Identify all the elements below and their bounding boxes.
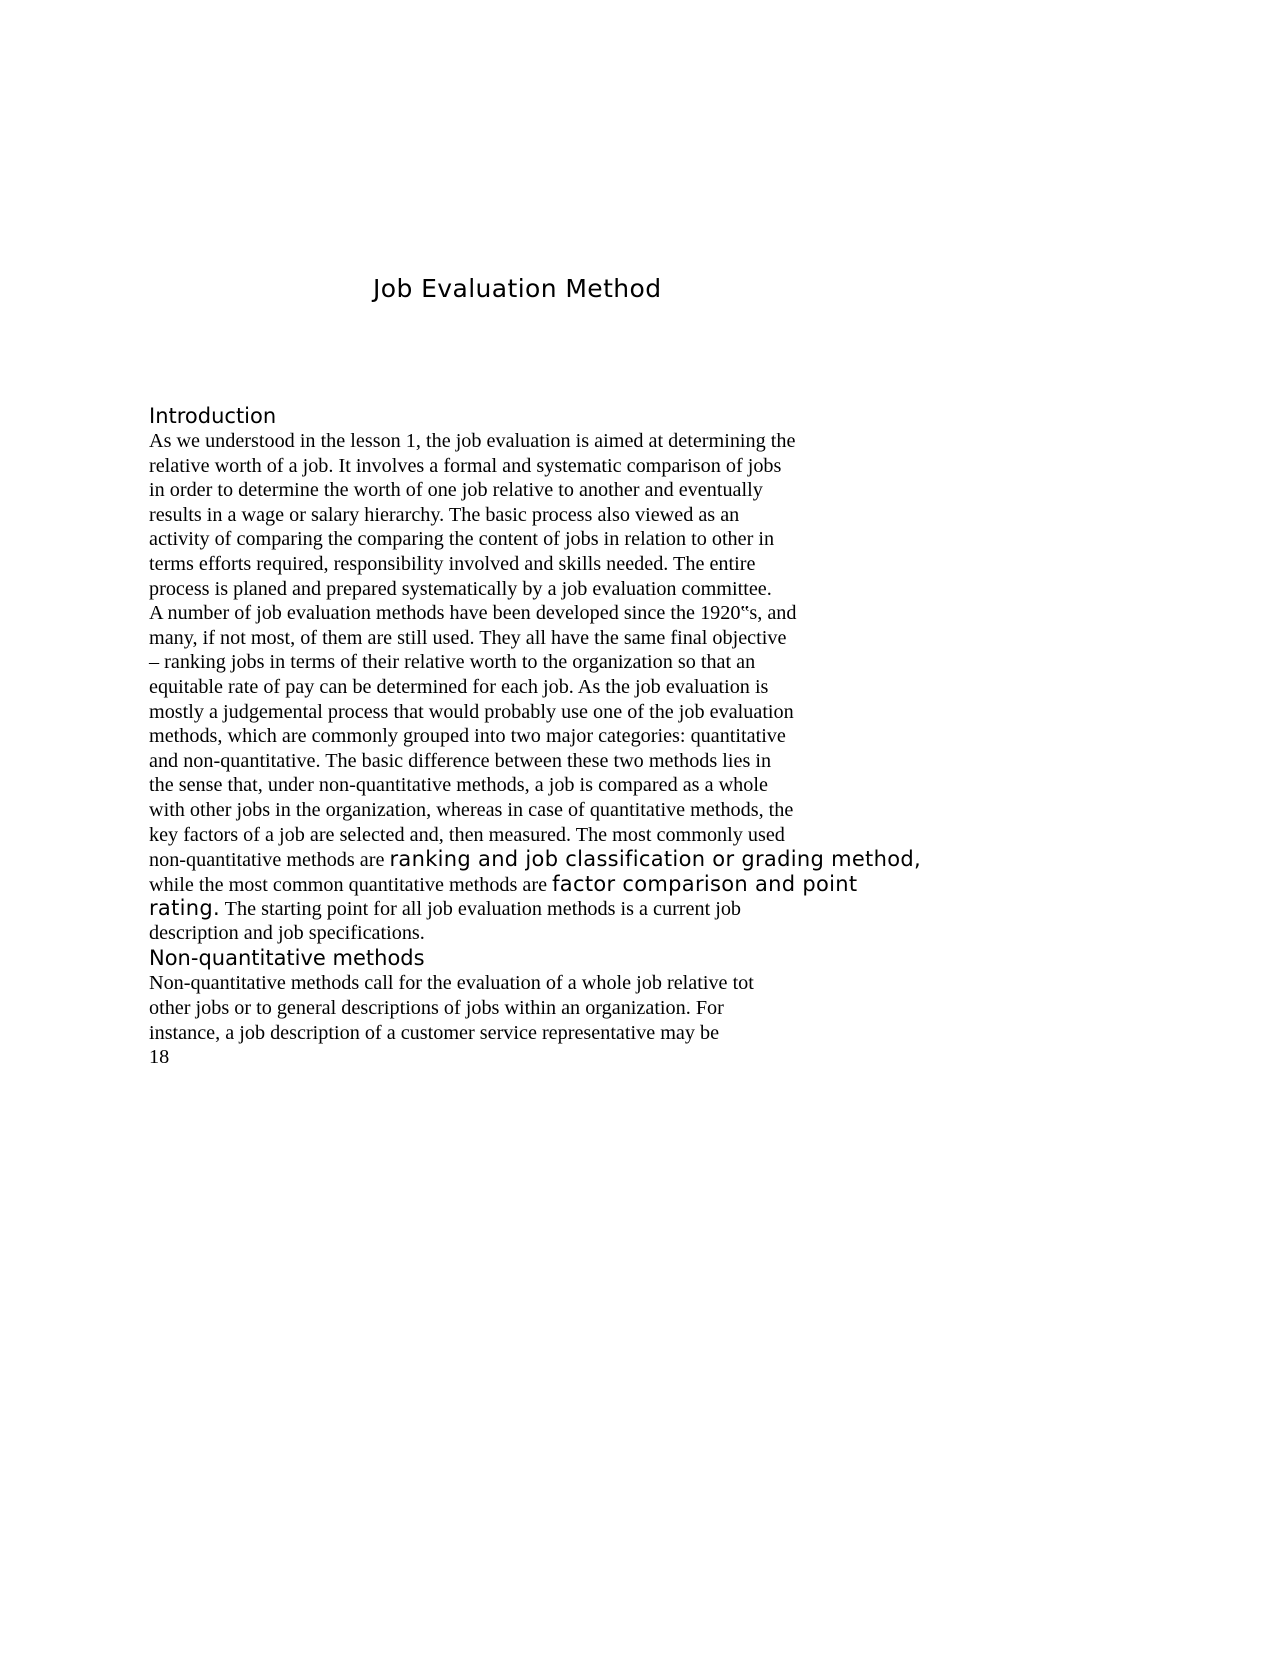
- text-line: process is planed and prepared systematically by a job evaluation committee.: [149, 577, 772, 600]
- text-span: The starting point for all job evaluation methods is a current job: [220, 898, 742, 921]
- text-line: the sense that, under non-quantitative methods, a job is compared as a whole: [149, 774, 768, 797]
- text-line: key factors of a job are selected and, then measured. The most commonly used: [149, 823, 785, 846]
- text-line: methods, which are commonly grouped into two major categories: quantitative: [149, 725, 786, 748]
- non-quantitative-heading: Non-quantitative methods: [149, 946, 425, 971]
- text-line: terms efforts required, responsibility involved and skills needed. The entire: [149, 552, 756, 575]
- text-line: equitable rate of pay can be determined for each job. As the job evaluation is: [149, 675, 769, 698]
- method-names-quantitative: factor comparison and point: [552, 871, 858, 896]
- text-line: activity of comparing the comparing the content of jobs in relation to other in: [149, 528, 775, 551]
- text-line: instance, a job description of a customer service representative may be: [149, 1021, 720, 1044]
- text-line: with other jobs in the organization, whereas in case of quantitative methods, the: [149, 798, 794, 821]
- text-span: non-quantitative methods are: [149, 849, 390, 872]
- text-line: A number of job evaluation methods have been developed since the 1920‟s, and: [149, 602, 797, 625]
- document-body: [149, 403, 1149, 1070]
- text-line-mixed: [149, 896, 1149, 921]
- text-line: As we understood in the lesson 1, the job evaluation is aimed at determining the: [149, 430, 796, 452]
- text-line-mixed: [149, 847, 1149, 872]
- introduction-heading: Introduction: [149, 404, 277, 428]
- text-span: while the most common quantitative methods are: [149, 873, 553, 896]
- text-line: in order to determine the worth of one job relative to another and eventually: [149, 479, 763, 502]
- text-line: results in a wage or salary hierarchy. The basic process also viewed as an: [149, 503, 740, 526]
- introduction-paragraph: [149, 429, 1149, 945]
- text-line: description and job specifications.: [149, 921, 425, 944]
- text-line: and non-quantitative. The basic difference between these two methods lies in: [149, 749, 772, 772]
- method-names-nonquantitative: ranking and job classification or grading method,: [389, 847, 921, 872]
- text-line: other jobs or to general descriptions of jobs within an organization. For: [149, 997, 724, 1020]
- text-line-mixed: [149, 872, 1149, 897]
- non-quantitative-paragraph: [149, 971, 1149, 1045]
- page-number: 18: [149, 1046, 170, 1069]
- text-line: many, if not most, of them are still used. They all have the same final objective: [149, 626, 787, 649]
- text-line: – ranking jobs in terms of their relative worth to the organization so that an: [149, 651, 756, 674]
- document-title: Job Evaluation Method: [373, 274, 662, 303]
- text-line: relative worth of a job. It involves a formal and systematic comparison of jobs: [149, 454, 782, 477]
- text-line: mostly a judgemental process that would probably use one of the job evaluation: [149, 700, 794, 723]
- method-names-quantitative-cont: rating.: [149, 896, 220, 921]
- text-line: Non-quantitative methods call for the evaluation of a whole job relative tot: [149, 972, 754, 995]
